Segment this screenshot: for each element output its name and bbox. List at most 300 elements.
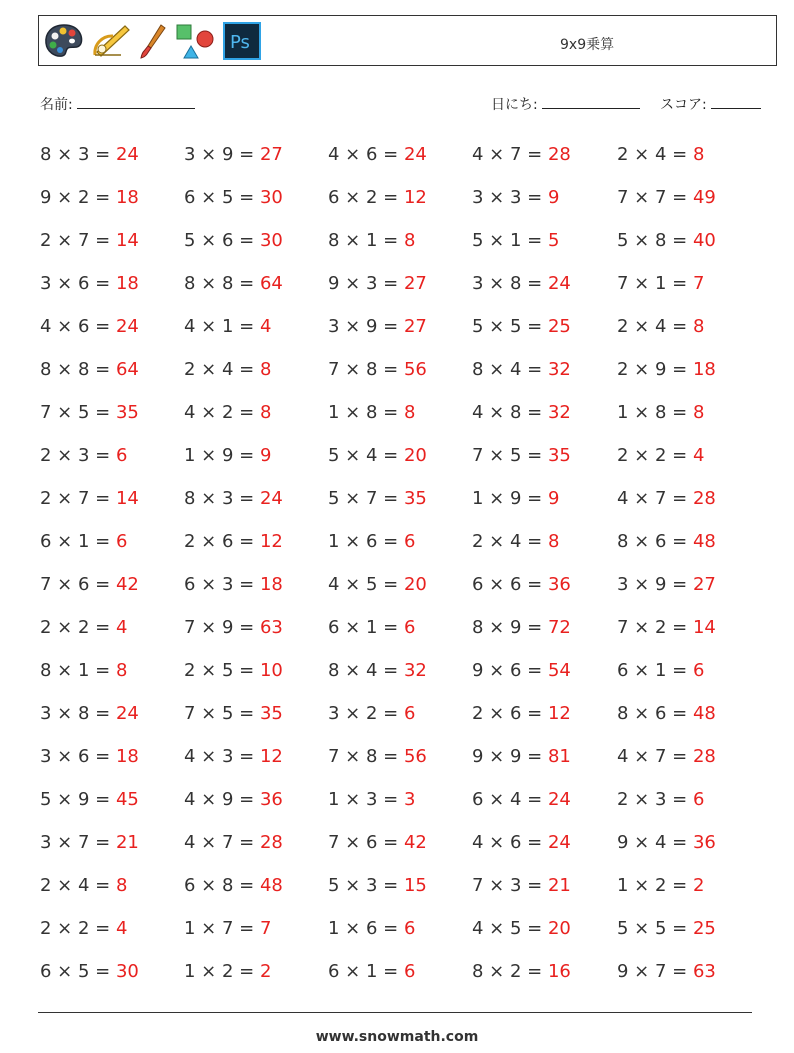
problem-expression: 2 × 4 = (617, 144, 693, 165)
problem-expression: 1 × 9 = (184, 445, 260, 466)
problem-answer: 4 (692, 445, 705, 466)
problem-expression: 5 × 5 = (472, 316, 548, 337)
problem-expression: 7 × 5 = (184, 703, 260, 724)
problem-expression: 8 × 8 = (40, 359, 116, 380)
problem-expression: 3 × 3 = (472, 187, 548, 208)
problem-expression: 2 × 6 = (472, 703, 548, 724)
problem-expression: 7 × 6 = (40, 574, 116, 595)
problem-expression: 7 × 5 = (472, 445, 548, 466)
problem-answer: 64 (259, 273, 283, 294)
problem-answer: 5 (547, 230, 560, 251)
problem-answer: 6 (115, 445, 128, 466)
problem-answer: 48 (692, 703, 716, 724)
problem-cell (472, 574, 571, 595)
problem-expression: 7 × 8 = (328, 359, 404, 380)
problem-answer: 12 (547, 703, 571, 724)
problem-expression: 4 × 7 = (472, 144, 548, 165)
problem-expression: 6 × 5 = (184, 187, 260, 208)
problem-cell (472, 273, 571, 294)
problem-cell (472, 746, 571, 767)
problem-expression: 5 × 7 = (328, 488, 404, 509)
problem-cell (328, 488, 427, 509)
problem-cell (472, 961, 571, 982)
name-label: 名前: (40, 97, 73, 113)
problem-answer: 48 (692, 531, 716, 552)
problem-answer: 8 (115, 875, 128, 896)
header-box (38, 15, 777, 66)
problem-expression: 9 × 6 = (472, 660, 548, 681)
problem-expression: 6 × 4 = (472, 789, 548, 810)
problem-cell (617, 187, 716, 208)
problem-answer: 27 (259, 144, 283, 165)
problem-answer: 21 (115, 832, 139, 853)
problem-expression: 7 × 5 = (40, 402, 116, 423)
problem-cell (472, 316, 571, 337)
problem-answer: 40 (692, 230, 716, 251)
problem-answer: 6 (692, 789, 705, 810)
problem-answer: 28 (692, 488, 716, 509)
problem-answer: 36 (547, 574, 571, 595)
icon-strip (43, 20, 267, 62)
problem-cell (184, 531, 283, 552)
problem-answer: 7 (692, 273, 705, 294)
problem-answer: 54 (547, 660, 571, 681)
problem-answer: 25 (692, 918, 716, 939)
problem-cell (328, 875, 427, 896)
problem-expression: 6 × 1 = (617, 660, 693, 681)
problem-answer: 4 (115, 617, 128, 638)
problem-cell (184, 789, 283, 810)
problem-cell (40, 832, 139, 853)
problem-answer: 8 (259, 359, 272, 380)
problem-cell (472, 144, 571, 165)
problem-answer: 36 (259, 789, 283, 810)
problem-answer: 64 (115, 359, 139, 380)
problem-cell (472, 488, 559, 509)
problem-answer: 24 (547, 789, 571, 810)
problem-cell (184, 703, 283, 724)
problem-cell (184, 832, 283, 853)
problem-cell (184, 144, 283, 165)
date-field (491, 94, 640, 114)
problem-cell (184, 402, 271, 423)
problem-expression: 1 × 9 = (472, 488, 548, 509)
problem-answer: 10 (259, 660, 283, 681)
problem-expression: 4 × 8 = (472, 402, 548, 423)
problem-cell (184, 273, 283, 294)
problem-answer: 18 (115, 273, 139, 294)
problem-cell (328, 359, 427, 380)
problem-row (40, 693, 760, 736)
problem-cell (184, 488, 283, 509)
problem-cell (40, 918, 127, 939)
problem-cell (617, 574, 716, 595)
problem-answer: 56 (403, 746, 427, 767)
problem-expression: 1 × 6 = (328, 918, 404, 939)
problem-cell (184, 660, 283, 681)
score-line (711, 94, 761, 109)
problem-answer: 24 (259, 488, 283, 509)
problem-expression: 2 × 9 = (617, 359, 693, 380)
problem-answer: 9 (547, 488, 560, 509)
problem-answer: 2 (692, 875, 705, 896)
problem-cell (328, 703, 415, 724)
problem-answer: 28 (259, 832, 283, 853)
problem-answer: 24 (115, 703, 139, 724)
problem-answer: 4 (115, 918, 128, 939)
problem-cell (184, 574, 283, 595)
problem-answer: 18 (115, 746, 139, 767)
problem-row (40, 607, 760, 650)
problem-answer: 32 (403, 660, 427, 681)
problem-answer: 7 (259, 918, 272, 939)
problem-cell (472, 832, 571, 853)
problem-cell (328, 961, 415, 982)
problem-expression: 5 × 8 = (617, 230, 693, 251)
problem-cell (40, 488, 139, 509)
problem-answer: 6 (403, 961, 416, 982)
problem-expression: 6 × 2 = (328, 187, 404, 208)
problem-cell (184, 961, 271, 982)
problem-expression: 5 × 5 = (617, 918, 693, 939)
problem-cell (40, 660, 127, 681)
problem-cell (617, 789, 704, 810)
problem-expression: 1 × 8 = (328, 402, 404, 423)
problem-cell (617, 230, 716, 251)
problem-expression: 3 × 6 = (40, 273, 116, 294)
problem-cell (472, 230, 559, 251)
problem-cell (328, 660, 427, 681)
problem-answer: 32 (547, 359, 571, 380)
problem-expression: 6 × 5 = (40, 961, 116, 982)
problem-row (40, 865, 760, 908)
problem-expression: 7 × 1 = (617, 273, 693, 294)
problem-expression: 2 × 6 = (184, 531, 260, 552)
svg-text:Ps: Ps (230, 32, 250, 53)
problem-answer: 8 (115, 660, 128, 681)
problem-cell (617, 875, 704, 896)
problem-cell (617, 316, 704, 337)
problem-row (40, 435, 760, 478)
problem-expression: 9 × 4 = (617, 832, 693, 853)
problem-expression: 5 × 4 = (328, 445, 404, 466)
problem-answer: 25 (547, 316, 571, 337)
problem-row (40, 779, 760, 822)
problem-expression: 3 × 9 = (184, 144, 260, 165)
problem-cell (617, 961, 716, 982)
problem-expression: 8 × 4 = (328, 660, 404, 681)
problem-answer: 49 (692, 187, 716, 208)
problem-answer: 63 (259, 617, 283, 638)
problem-answer: 35 (259, 703, 283, 724)
problem-answer: 8 (692, 316, 705, 337)
problem-answer: 14 (692, 617, 716, 638)
problem-answer: 6 (403, 531, 416, 552)
problem-cell (328, 574, 427, 595)
problem-row (40, 263, 760, 306)
problem-cell (328, 402, 415, 423)
problem-expression: 5 × 6 = (184, 230, 260, 251)
name-field (40, 94, 195, 114)
problem-row (40, 564, 760, 607)
problem-answer: 8 (403, 230, 416, 251)
problem-expression: 1 × 2 = (184, 961, 260, 982)
problem-answer: 8 (547, 531, 560, 552)
problem-cell (40, 402, 139, 423)
problem-expression: 6 × 6 = (472, 574, 548, 595)
problem-cell (617, 746, 716, 767)
problem-answer: 9 (547, 187, 560, 208)
problem-expression: 1 × 7 = (184, 918, 260, 939)
problem-cell (184, 746, 283, 767)
problem-expression: 8 × 4 = (472, 359, 548, 380)
problem-expression: 3 × 2 = (328, 703, 404, 724)
problem-expression: 2 × 5 = (184, 660, 260, 681)
problem-cell (328, 230, 415, 251)
problem-expression: 7 × 2 = (617, 617, 693, 638)
problem-cell (328, 144, 427, 165)
problem-answer: 24 (115, 144, 139, 165)
problem-answer: 20 (403, 445, 427, 466)
problem-cell (184, 875, 283, 896)
problem-cell (617, 531, 716, 552)
problem-expression: 2 × 2 = (40, 617, 116, 638)
problem-row (40, 650, 760, 693)
problem-cell (40, 703, 139, 724)
name-line (77, 94, 195, 109)
problem-cell (184, 187, 283, 208)
problem-answer: 27 (692, 574, 716, 595)
problem-row (40, 478, 760, 521)
date-label: 日にち: (491, 97, 538, 113)
problem-row (40, 822, 760, 865)
problem-answer: 21 (547, 875, 571, 896)
problem-cell (472, 445, 571, 466)
problem-answer: 28 (692, 746, 716, 767)
problem-cell (40, 531, 127, 552)
problem-answer: 72 (547, 617, 571, 638)
problem-row (40, 908, 760, 951)
problem-expression: 4 × 6 = (328, 144, 404, 165)
problem-expression: 8 × 3 = (40, 144, 116, 165)
problem-cell (40, 617, 127, 638)
problem-expression: 1 × 8 = (617, 402, 693, 423)
problem-row (40, 736, 760, 779)
problem-expression: 3 × 8 = (472, 273, 548, 294)
problem-expression: 4 × 5 = (472, 918, 548, 939)
problem-cell (617, 144, 704, 165)
problem-expression: 2 × 7 = (40, 230, 116, 251)
problem-expression: 5 × 9 = (40, 789, 116, 810)
problem-expression: 2 × 2 = (617, 445, 693, 466)
protractor-icon (91, 22, 133, 60)
problem-answer: 8 (692, 402, 705, 423)
problem-answer: 18 (259, 574, 283, 595)
problem-expression: 5 × 3 = (328, 875, 404, 896)
problem-cell (40, 445, 127, 466)
problem-expression: 2 × 4 = (617, 316, 693, 337)
problem-cell (472, 402, 571, 423)
problem-expression: 2 × 4 = (184, 359, 260, 380)
problem-answer: 12 (259, 746, 283, 767)
problem-cell (472, 531, 559, 552)
problem-answer: 24 (403, 144, 427, 165)
problem-expression: 3 × 7 = (40, 832, 116, 853)
problem-answer: 6 (692, 660, 705, 681)
problem-expression: 4 × 1 = (184, 316, 260, 337)
problem-expression: 7 × 3 = (472, 875, 548, 896)
problem-cell (328, 789, 415, 810)
problem-cell (472, 617, 571, 638)
problem-expression: 4 × 7 = (617, 488, 693, 509)
problem-cell (328, 273, 427, 294)
problem-answer: 2 (259, 961, 272, 982)
problem-cell (328, 531, 415, 552)
problem-cell (184, 230, 283, 251)
problem-cell (40, 789, 139, 810)
problem-expression: 5 × 1 = (472, 230, 548, 251)
problem-expression: 8 × 1 = (40, 660, 116, 681)
score-label: スコア: (660, 97, 707, 113)
footer-rule (38, 1012, 752, 1013)
worksheet-title: 9x9乗算 (560, 37, 615, 53)
problem-expression: 8 × 6 = (617, 703, 693, 724)
problem-answer: 6 (115, 531, 128, 552)
problem-cell (328, 187, 427, 208)
date-line (542, 94, 640, 109)
problem-expression: 8 × 8 = (184, 273, 260, 294)
problem-expression: 8 × 1 = (328, 230, 404, 251)
problem-cell (328, 832, 427, 853)
problem-expression: 7 × 9 = (184, 617, 260, 638)
paintbrush-icon (139, 22, 169, 60)
problem-cell (40, 273, 139, 294)
problem-cell (184, 918, 271, 939)
problem-expression: 2 × 3 = (40, 445, 116, 466)
problem-expression: 6 × 1 = (328, 617, 404, 638)
problem-cell (40, 961, 139, 982)
problem-expression: 2 × 4 = (40, 875, 116, 896)
shapes-icon (175, 22, 217, 60)
problem-answer: 56 (403, 359, 427, 380)
problem-cell (184, 316, 271, 337)
problem-answer: 27 (403, 273, 427, 294)
problem-answer: 14 (115, 488, 139, 509)
problem-cell (40, 187, 139, 208)
problem-cell (328, 918, 415, 939)
problem-cell (40, 316, 139, 337)
problem-cell (184, 359, 271, 380)
problem-answer: 12 (259, 531, 283, 552)
problem-expression: 1 × 3 = (328, 789, 404, 810)
problem-expression: 4 × 5 = (328, 574, 404, 595)
problem-answer: 48 (259, 875, 283, 896)
problem-cell (472, 187, 559, 208)
problem-cell (40, 746, 139, 767)
problem-expression: 8 × 2 = (472, 961, 548, 982)
problem-answer: 18 (115, 187, 139, 208)
problem-cell (617, 918, 716, 939)
problem-cell (617, 402, 704, 423)
problem-expression: 6 × 3 = (184, 574, 260, 595)
problem-cell (617, 660, 704, 681)
problem-row (40, 134, 760, 177)
problem-cell (617, 617, 716, 638)
problem-answer: 81 (547, 746, 571, 767)
problem-answer: 3 (403, 789, 416, 810)
problem-answer: 8 (403, 402, 416, 423)
problem-answer: 6 (403, 918, 416, 939)
problem-cell (617, 703, 716, 724)
problem-answer: 30 (259, 187, 283, 208)
problem-cell (184, 445, 271, 466)
problem-cell (40, 875, 127, 896)
problem-expression: 8 × 6 = (617, 531, 693, 552)
problem-expression: 9 × 9 = (472, 746, 548, 767)
problem-row (40, 951, 760, 994)
problem-cell (617, 359, 716, 380)
problem-answer: 27 (403, 316, 427, 337)
problem-answer: 35 (115, 402, 139, 423)
problem-expression: 3 × 8 = (40, 703, 116, 724)
problem-answer: 20 (547, 918, 571, 939)
problem-cell (617, 488, 716, 509)
problem-cell (184, 617, 283, 638)
problem-answer: 30 (259, 230, 283, 251)
problem-answer: 9 (259, 445, 272, 466)
problem-row (40, 177, 760, 220)
problem-cell (472, 660, 571, 681)
problem-expression: 6 × 1 = (40, 531, 116, 552)
problem-cell (328, 316, 427, 337)
problem-expression: 3 × 6 = (40, 746, 116, 767)
problem-answer: 42 (115, 574, 139, 595)
problem-expression: 1 × 6 = (328, 531, 404, 552)
problem-answer: 6 (403, 703, 416, 724)
problem-cell (617, 832, 716, 853)
problem-answer: 35 (547, 445, 571, 466)
problem-expression: 9 × 7 = (617, 961, 693, 982)
problem-cell (40, 230, 139, 251)
problem-row (40, 349, 760, 392)
problem-cell (472, 789, 571, 810)
problem-cell (472, 918, 571, 939)
problem-row (40, 392, 760, 435)
problem-cell (472, 359, 571, 380)
problem-answer: 15 (403, 875, 427, 896)
problem-answer: 42 (403, 832, 427, 853)
score-field (660, 94, 761, 114)
problem-cell (328, 617, 415, 638)
problem-expression: 2 × 7 = (40, 488, 116, 509)
problem-answer: 24 (547, 273, 571, 294)
problem-expression: 8 × 9 = (472, 617, 548, 638)
problem-expression: 2 × 4 = (472, 531, 548, 552)
problem-row (40, 220, 760, 263)
problem-expression: 9 × 3 = (328, 273, 404, 294)
problem-answer: 24 (115, 316, 139, 337)
problem-answer: 24 (547, 832, 571, 853)
problem-answer: 32 (547, 402, 571, 423)
problem-cell (328, 746, 427, 767)
problem-expression: 4 × 9 = (184, 789, 260, 810)
problem-answer: 12 (403, 187, 427, 208)
problem-cell (472, 703, 571, 724)
problem-expression: 9 × 2 = (40, 187, 116, 208)
problem-expression: 4 × 6 = (472, 832, 548, 853)
problem-grid (40, 134, 760, 994)
problem-row (40, 521, 760, 564)
